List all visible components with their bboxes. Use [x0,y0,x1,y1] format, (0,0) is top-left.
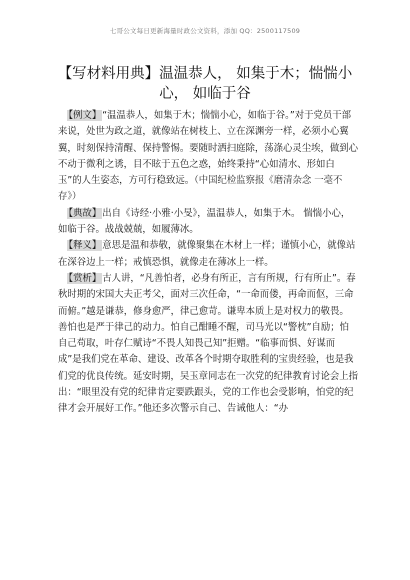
example-text: “温温恭人，如集于木；惴惴小心，如临于谷。”对于党员干部来说，处世为政之道，就像站在树枝上、立在深渊旁一样，必须小心翼翼，时刻保持清醒、保持警惕。要随时洒扫庭除，荡涤心灵尘埃，做到心不动于微利之诱，目不眩于五色之惑，始终秉持“心如清水、形如白玉”的人生姿态，方可行稳致远。 [58,110,359,187]
origin-text: 出自《诗经·小雅·小旻》，温温恭人，如集于木。 惴惴小心，如临于谷。战战兢兢，如履薄冰。 [58,207,351,236]
analysis-label: 【赏析】 [68,272,102,284]
title-line-2: 心， 如临于谷 [159,86,251,102]
analysis-paragraph [58,271,358,418]
meaning-label: 【释义】 [68,240,102,252]
document-title [52,64,358,104]
header-note: 七哥公文每日更新海量时政公文资料，添加 QQ：2500117509 [109,27,301,35]
title-line-1: 【写材料用典】温温恭人， 如集于木；惴惴小 [57,66,353,82]
example-paragraph [58,108,358,206]
meaning-text: 意思是温和恭敬，就像聚集在木材上一样；谨慎小心，就像站在深谷边上一样；戒慎恐惧，就像走在薄冰上一样。 [58,240,356,268]
origin-paragraph [58,206,358,239]
meaning-paragraph [58,238,358,271]
document-body [58,108,358,418]
analysis-text: 古人讲，“凡善怕者，必身有所正，言有所规，行有所止”。春秋时期的宋国大夫正考父，面对三次任命，“一命而偻，再命而伛，三命而俯。”越是谦恭，修身愈严，律己愈苛。谦卑本质上是对权力的敬畏。善怕也是严于律己的动力。怕自己酣睡不醒，司马光以“警枕”自励；怕自己苟取，叶存仁赋诗“不畏人知畏己知”拒赠。“临事而惧、好谋而成”是我们党在革命、建设、改革各个时期夺取胜利的宝贵经验，也是我们党的优良传统。延安时期，吴玉章同志在一次党的纪律教育讨论会上指出：“眼里没有党的纪律肯定要跌跟头，党的工作也会受影响，怕党的纪律才会开展好工作。”他还多次警示自己、告诫他人：“办 [58,272,359,415]
origin-label: 【典故】 [68,207,102,219]
example-label: 【例文】 [68,110,102,121]
example-source: （中国纪检监察报《磨清杂念 一毫不存》） [58,175,343,203]
